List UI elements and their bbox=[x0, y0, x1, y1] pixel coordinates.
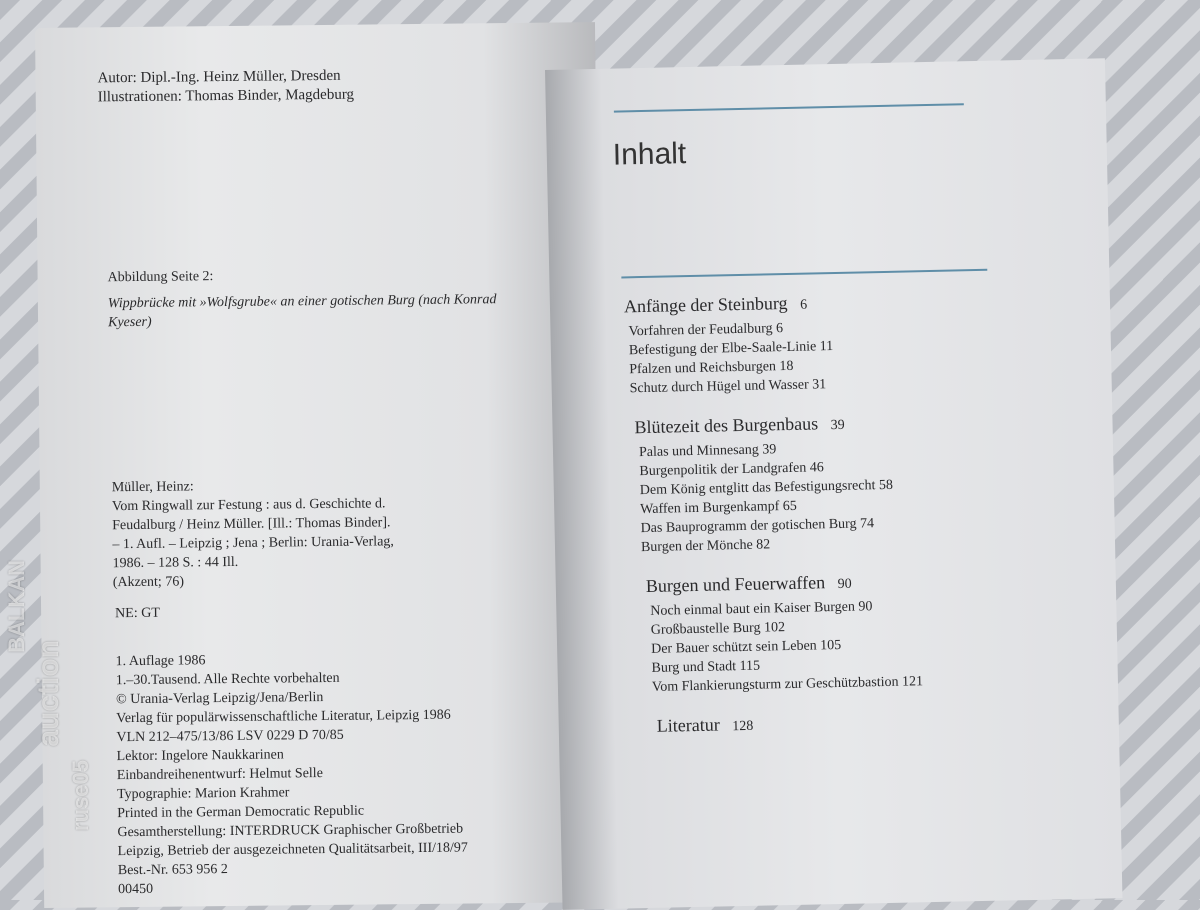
text-line: 1. Auflage 1986 bbox=[115, 653, 206, 670]
entry-page: 82 bbox=[756, 537, 771, 553]
toc-section bbox=[657, 714, 754, 739]
entry-title: Großbaustelle Burg bbox=[650, 620, 761, 638]
section-page: 128 bbox=[732, 718, 754, 735]
entry-page: 31 bbox=[812, 377, 827, 393]
toc-entry bbox=[628, 320, 783, 340]
entry-page: 90 bbox=[858, 599, 873, 615]
toc-section bbox=[634, 413, 845, 440]
section-title: Anfänge der Steinburg bbox=[623, 292, 788, 317]
entry-page: 105 bbox=[820, 637, 842, 654]
figure-caption-line: Kyeser) bbox=[108, 314, 152, 331]
section-page: 39 bbox=[830, 417, 845, 434]
toc-entry bbox=[639, 459, 824, 480]
author-credit: Autor: Dipl.-Ing. Heinz Müller, Dresden bbox=[97, 67, 341, 87]
left-page bbox=[32, 22, 604, 908]
illustrator-credit: Illustrationen: Thomas Binder, Magdeburg bbox=[97, 86, 355, 106]
toc-entry bbox=[640, 477, 893, 499]
entry-page: 65 bbox=[782, 498, 797, 515]
section-page: 90 bbox=[837, 576, 852, 592]
entry-title: Befestigung der Elbe-Saale-Linie bbox=[628, 339, 817, 359]
toc-section bbox=[646, 572, 852, 599]
toc-entry bbox=[652, 673, 923, 696]
text-line: 1.–30.Tausend. Alle Rechte vorbehalten bbox=[115, 670, 340, 689]
entry-title: Burgen der Mönche bbox=[640, 537, 753, 556]
entry-page: 6 bbox=[775, 321, 784, 337]
ne-note: NE: GT bbox=[115, 605, 160, 622]
rule-top bbox=[614, 103, 964, 112]
section-title: Burgen und Feuerwaffen bbox=[645, 572, 826, 596]
text-line: 1986. – 128 S. : 44 Ill. bbox=[112, 554, 239, 572]
watermark-balkan: BALKAN bbox=[4, 560, 29, 653]
entry-page: 115 bbox=[739, 658, 761, 675]
toc-entry bbox=[640, 498, 797, 518]
toc-entry bbox=[651, 637, 841, 658]
text-line: VLN 212–475/13/86 LSV 0229 D 70/85 bbox=[116, 727, 344, 746]
toc-entry bbox=[629, 358, 794, 378]
text-line: Gesamtherstellung: INTERDRUCK Graphischer Großbetrieb bbox=[117, 821, 464, 841]
figure-caption-line: Wippbrücke mit »Wolfsgrube« an einer gotischen Burg (nach Konrad bbox=[107, 292, 497, 312]
text-line: Müller, Heinz: bbox=[111, 479, 194, 496]
entry-title: Der Bauer schützt sein Leben bbox=[651, 638, 817, 657]
text-line: Vom Ringwall zur Festung : aus d. Geschichte d. bbox=[111, 496, 386, 515]
entry-title: Burg und Stadt bbox=[651, 659, 737, 676]
page-title: Inhalt bbox=[612, 137, 687, 172]
entry-page: 58 bbox=[878, 477, 894, 494]
toc-section bbox=[624, 293, 808, 320]
toc-entry bbox=[629, 338, 834, 359]
entry-page: 121 bbox=[901, 674, 924, 690]
entry-title: Dem König entglitt das Befestigungsrecht bbox=[639, 478, 876, 499]
entry-title: Waffen im Burgenkampf bbox=[640, 499, 780, 518]
watermark-auction: auction bbox=[32, 640, 65, 747]
figure-label: Abbildung Seite 2: bbox=[107, 269, 214, 286]
section-title: Literatur bbox=[656, 714, 720, 736]
text-line: Verlag für populärwissenschaftliche Literatur, Leipzig 1986 bbox=[116, 707, 451, 727]
text-line: © Urania-Verlag Leipzig/Jena/Berlin bbox=[115, 690, 324, 708]
text-line: Einbandreihenentwurf: Helmut Selle bbox=[116, 766, 323, 784]
text-line: Printed in the German Democratic Republic bbox=[117, 803, 365, 822]
entry-title: Vorfahren der Feudalburg bbox=[628, 321, 773, 340]
toc-entry bbox=[650, 598, 872, 620]
entry-title: Schutz durch Hügel und Wasser bbox=[629, 377, 809, 397]
toc-entry bbox=[630, 376, 827, 397]
right-page bbox=[545, 58, 1122, 910]
text-line: – 1. Aufl. – Leipzig ; Jena ; Berlin: Urania-Verlag, bbox=[112, 534, 394, 553]
entry-page: 11 bbox=[819, 339, 834, 355]
entry-page: 46 bbox=[809, 460, 824, 476]
toc-entry bbox=[641, 536, 771, 556]
entry-title: Noch einmal baut ein Kaiser Burgen bbox=[650, 599, 856, 619]
entry-title: Das Bauprogramm der gotischen Burg bbox=[640, 516, 857, 537]
text-line: Typographie: Marion Krahmer bbox=[116, 785, 290, 803]
rule-bottom bbox=[621, 269, 987, 279]
text-line: (Akzent; 76) bbox=[112, 574, 185, 591]
text-line: Feudalburg / Heinz Müller. [Ill.: Thomas Binder]. bbox=[112, 515, 391, 534]
toc-entry bbox=[651, 658, 760, 677]
toc-entry bbox=[640, 515, 874, 537]
entry-page: 102 bbox=[763, 620, 786, 636]
watermark-seller: ruse05 bbox=[68, 760, 93, 831]
text-line: Best.-Nr. 653 956 2 bbox=[117, 862, 228, 879]
text-line: 00450 bbox=[117, 881, 154, 898]
entry-page: 74 bbox=[859, 516, 875, 532]
text-line: Leipzig, Betrieb der ausgezeichneten Qualitätsarbeit, III/18/97 bbox=[117, 840, 468, 860]
section-title: Blütezeit des Burgenbaus bbox=[634, 413, 819, 438]
entry-title: Pfalzen und Reichsburgen bbox=[629, 359, 777, 378]
entry-title: Palas und Minnesang bbox=[638, 442, 759, 461]
entry-title: Vom Flankierungsturm zur Geschützbastion bbox=[651, 674, 899, 695]
text-line: Lektor: Ingelore Naukkarinen bbox=[116, 747, 284, 765]
toc-entry bbox=[639, 441, 777, 461]
entry-title: Burgenpolitik der Landgrafen bbox=[639, 460, 807, 480]
toc-entry bbox=[651, 619, 786, 639]
section-page: 6 bbox=[799, 297, 808, 313]
entry-page: 18 bbox=[779, 358, 794, 375]
entry-page: 39 bbox=[762, 442, 777, 458]
